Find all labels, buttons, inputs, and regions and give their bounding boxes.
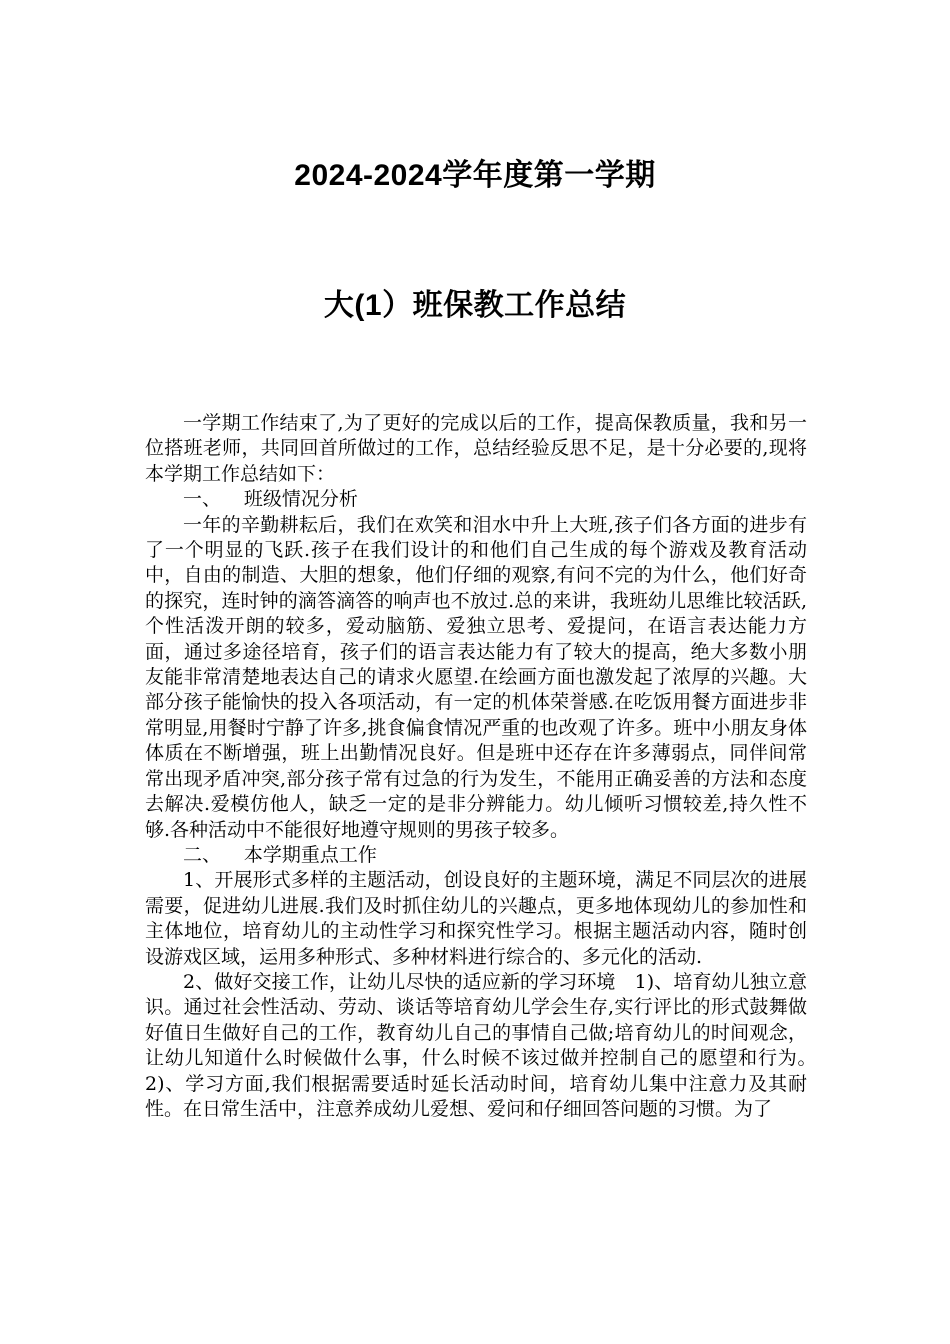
- paragraph-intro: 一学期工作结束了,为了更好的完成以后的工作，提高保教质量，我和另一位搭班老师，共同回首所做过的工作，总结经验反思不足，是十分必要的,现将本学期工作总结如下：: [145, 412, 807, 485]
- section-number: 二、: [183, 843, 222, 866]
- section-number: 一、: [183, 488, 222, 511]
- paragraph-key-work-1: 1、开展形式多样的主题活动，创设良好的主题环境，满足不同层次的进展需要，促进幼儿进展.我们及时抓住幼儿的兴趣点，更多地体现幼儿的参加性和主体地位，培育幼儿的主动性学习和探究性学习。根据主题活动内容，随时创设游戏区域，运用多种形式、多种材料进行综合的、多元化的活动.: [145, 869, 807, 968]
- paragraph-key-work-2: 2、做好交接工作，让幼儿尽快的适应新的学习环境 1)、培育幼儿独立意识。通过社会性活动、劳动、谈话等培育幼儿学会生存,实行评比的形式鼓舞做好值日生做好自己的工作，教育幼儿自己的事情自己做;培育幼儿的时间观念，让幼儿知道什么时候做什么事，什么时候不该过做并控制自己的愿望和行为。 2)、学习方面,我们根据需要适时延长活动时间，培育幼儿集中注意力及其耐性。在日常生活中，注意养成幼儿爱想、爱问和仔细回答问题的习惯。为了: [145, 970, 827, 1120]
- document-title-main: 大(1）班保教工作总结: [323, 289, 627, 322]
- section-heading-text: 班级情况分析: [243, 488, 358, 511]
- section-heading-1: [145, 487, 807, 512]
- section-heading-text: 本学期重点工作: [243, 843, 377, 866]
- paragraph-class-analysis: 一年的辛勤耕耘后，我们在欢笑和泪水中升上大班,孩子们各方面的进步有了一个明显的飞跃.孩子在我们设计的和他们自己生成的每个游戏及教育活动中，自由的制造、大胆的想象，他们仔细的观察,有问不完的为什么，他们好奇的探究，连时钟的滴答滴答的响声也不放过.总的来讲，我班幼儿思维比较活跃,个性活泼开朗的较多，爱动脑筋、爱独立思考、爱提问，在语言表达能力方面，通过多途径培育，孩子们的语言表达能力有了较大的提高，绝大多数小朋友能非常清楚地表达自己的请求火愿望.在绘画方面也激发起了浓厚的兴趣。大部分孩子能愉快的投入各项活动，有一定的机体荣誉感.在吃饭用餐方面进步非常明显,用餐时宁静了许多,挑食偏食情况严重的也改观了许多。班中小朋友身体体质在不断增强，班上出勤情况良好。但是班中还存在许多薄弱点，同伴间常常出现矛盾冲突,部分孩子常有过急的行为发生，不能用正确妥善的方法和态度去解决.爱模仿他人，缺乏一定的是非分辨能力。幼儿倾听习惯较差,持久性不够.各种活动中不能很好地遵守规则的男孩子较多。: [145, 513, 807, 841]
- section-heading-2: [145, 843, 807, 868]
- document-title-year: 2024-2024学年度第一学期: [294, 159, 656, 192]
- document-body: [145, 411, 827, 1122]
